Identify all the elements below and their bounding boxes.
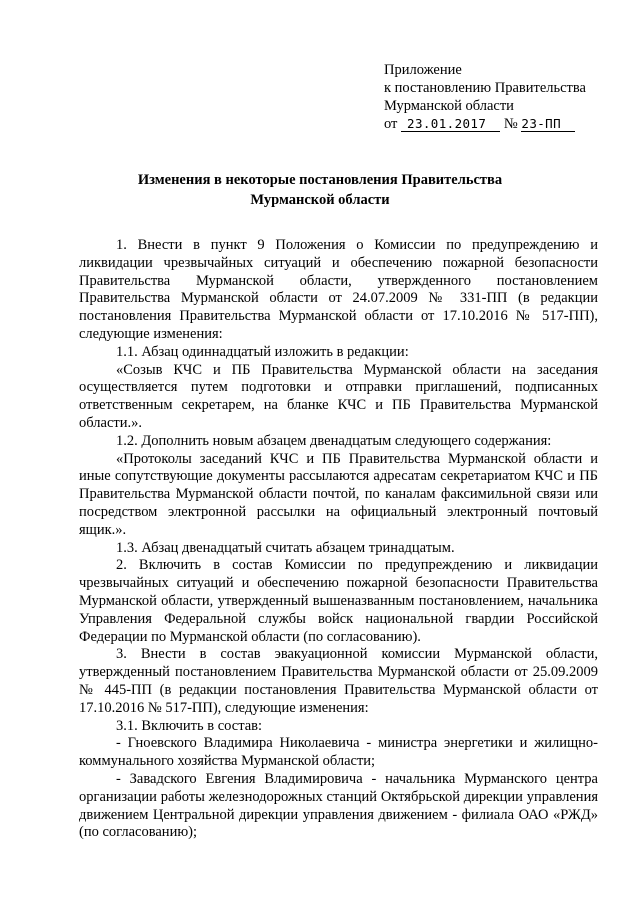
appendix-block [384, 61, 586, 133]
document-title [0, 170, 640, 210]
date-prefix: от [384, 116, 398, 132]
date-underline [401, 117, 500, 132]
paragraph-1-2: 1.2. Дополнить новым абзацем двенадцатым следующего содержания: [116, 432, 552, 449]
paragraph-2: 2. Включить в состав Комиссии по предупреждению и ликвидации чрезвычайных ситуаций и обеспечению пожарной безопасности Правительства Мурманской области, утвержденный вышеназванным постановлением, начальника Управления Федеральной службы войск национальной гвардии Российской Федерации по Мурманской области (по согласованию). [79, 557, 598, 645]
paragraph-1-3: 1.3. Абзац двенадцатый считать абзацем тринадцатым. [116, 539, 455, 556]
paragraph-3-1: 3.1. Включить в состав: [116, 717, 263, 734]
paragraph-3: 3. Внести в состав эвакуационной комиссии Мурманской области, утвержденный постановлением Правительства Мурманской области от 25.09.2009 № 445-ПП (в редакции постановления Правительства Мурманской области от 17.10.2016 № 517-ПП), следующие изменения: [79, 646, 598, 716]
paragraph-1: 1. Внести в пункт 9 Положения о Комиссии по предупреждению и ликвидации чрезвычайных ситуаций и обеспечению пожарной безопасности Правительства Мурманской области, утвержденного постановлением Правительства Мурманской области от 24.07.2009 № 331-ПП (в редакции постановления Правительства Мурманской области от 17.10.2016 № 517-ПП), следующие изменения: [79, 237, 598, 342]
document-body [79, 237, 598, 842]
appendix-resolution-ref: к постановлению Правительства [384, 80, 586, 96]
number-prefix: № [503, 116, 518, 132]
title-line-2: Мурманской области [250, 192, 390, 208]
title-line-1: Изменения в некоторые постановления Правительства [137, 172, 503, 188]
appendix-date-line [384, 115, 586, 133]
appendix-region: Мурманской области [384, 98, 514, 114]
appendix-label: Приложение [384, 62, 462, 78]
document-date: 23.01.2017 [407, 116, 487, 131]
list-item-zavadsky: - Завадского Евгения Владимировича - начальника Мурманского центра организации работы железнодорожных станций Октябрьской дирекции управления движением Центральной дирекции управления движением - филиала ОАО «РЖД» (по согласованию); [79, 770, 598, 841]
list-item-gnoevsky: - Гноевского Владимира Николаевича - министра энергетики и жилищно-коммунального хозяйства Мурманской области; [79, 735, 598, 770]
paragraph-1-2-quote: «Протоколы заседаний КЧС и ПБ Правительства Мурманской области и иные сопутствующие документы рассылаются адресатам секретариатом КЧС и ПБ Правительства Мурманской области почтой, по каналам факсимильной связи или посредством электронной рассылки на официальный электронный почтовый ящик.». [79, 450, 598, 538]
document-number: 23-ПП [521, 116, 562, 131]
number-underline [521, 117, 575, 132]
paragraph-1-1: 1.1. Абзац одиннадцатый изложить в редакции: [116, 343, 409, 360]
paragraph-1-1-quote: «Созыв КЧС и ПБ Правительства Мурманской области на заседания осуществляется путем подготовки и отправки приглашений, подписанных ответственным секретарем, на бланке КЧС и ПБ Правительства Мурманской области.». [79, 361, 598, 431]
